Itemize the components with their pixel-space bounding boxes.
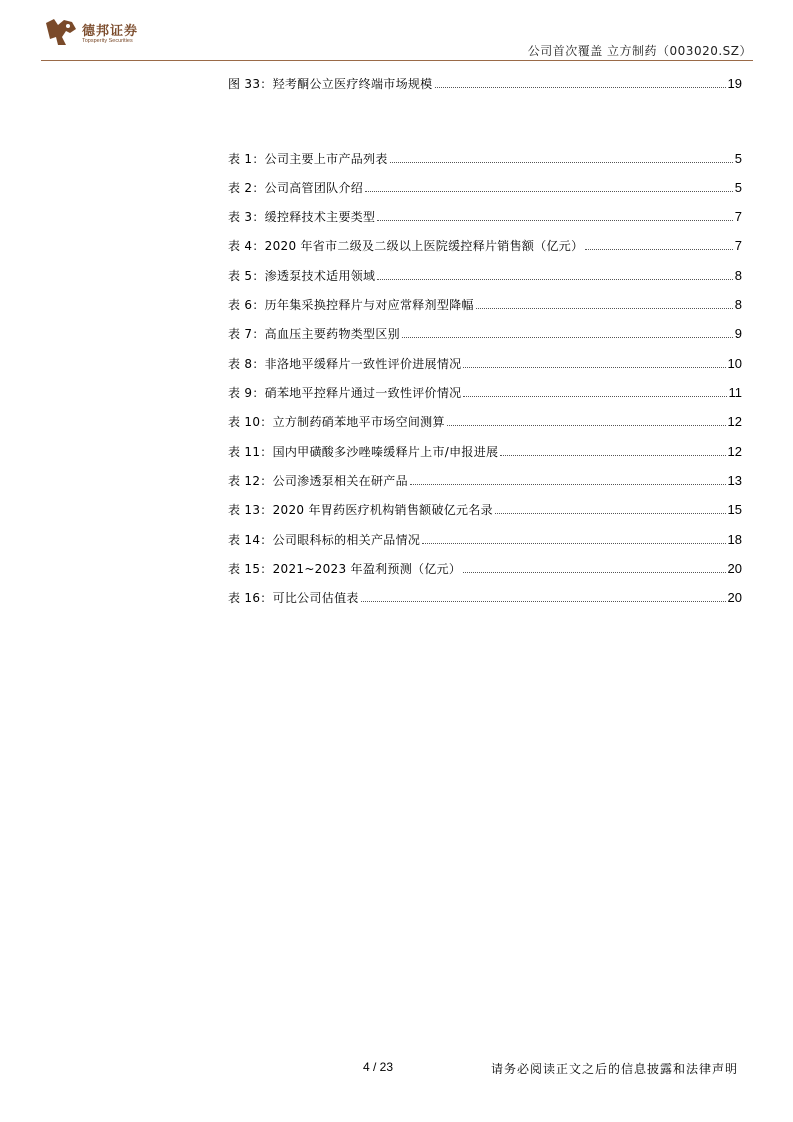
toc-leader-dots xyxy=(585,248,732,250)
toc-leader-dots xyxy=(476,307,733,309)
report-title: 公司首次覆盖 立方制药（003020.SZ） xyxy=(527,44,752,58)
brand-name-en: Topsperity Securities xyxy=(82,38,133,44)
toc-entry-table-3[interactable] xyxy=(228,206,742,224)
toc-leader-dots xyxy=(410,483,726,485)
toc-entry-page: 19 xyxy=(727,76,742,91)
toc-entry-label: 表 11：国内甲磺酸多沙唑嗪缓释片上市/申报进展 xyxy=(228,445,499,459)
toc-entry-page: 11 xyxy=(728,385,742,400)
toc-entry-label: 表 15：2021~2023 年盈利预测（亿元） xyxy=(228,562,462,576)
toc-entry-label: 表 5：渗透泵技术适用领域 xyxy=(228,269,376,283)
toc-leader-dots xyxy=(390,161,733,163)
toc-entry-label: 表 2：公司高管团队介绍 xyxy=(228,181,364,195)
toc-entry-page: 7 xyxy=(734,238,742,253)
toc-entry-page: 20 xyxy=(727,561,742,576)
toc-leader-dots xyxy=(495,512,726,514)
toc-leader-dots xyxy=(500,454,725,456)
toc-entry-page: 18 xyxy=(727,532,742,547)
toc-entry-label: 表 16：可比公司估值表 xyxy=(228,591,359,605)
toc-entry-page: 20 xyxy=(727,590,742,605)
header-divider xyxy=(41,60,753,61)
toc-entry-page: 9 xyxy=(734,326,742,341)
page-header xyxy=(0,0,793,62)
toc-leader-dots xyxy=(365,190,733,192)
toc-entry-page: 13 xyxy=(727,473,742,488)
toc-entry-table-5[interactable] xyxy=(228,265,742,283)
toc-leader-dots xyxy=(402,336,733,338)
toc-entry-page: 8 xyxy=(734,268,742,283)
toc-entry-label: 表 7：高血压主要药物类型区别 xyxy=(228,327,400,341)
company-logo-icon xyxy=(44,17,78,47)
toc-entry-table-6[interactable] xyxy=(228,294,742,312)
toc-leader-dots xyxy=(435,86,726,88)
toc-leader-dots xyxy=(422,542,725,544)
toc-entry-figure-33[interactable] xyxy=(228,73,742,91)
toc-entry-page: 7 xyxy=(734,209,742,224)
toc-leader-dots xyxy=(463,571,725,573)
brand-name-cn: 德邦证券 xyxy=(82,24,139,39)
toc-entry-label: 表 4：2020 年省市二级及二级以上医院缓控释片销售额（亿元） xyxy=(228,239,584,253)
toc-entry-page: 12 xyxy=(727,444,742,459)
toc-entry-page: 15 xyxy=(727,502,742,517)
toc-entry-table-12[interactable] xyxy=(228,470,742,488)
toc-entry-table-4[interactable] xyxy=(228,235,742,253)
toc-entry-page: 5 xyxy=(734,151,742,166)
toc-entry-page: 5 xyxy=(734,180,742,195)
toc-leader-dots xyxy=(463,395,726,397)
toc-entry-table-11[interactable] xyxy=(228,441,742,459)
toc-entry-table-15[interactable] xyxy=(228,558,742,576)
toc-entry-page: 12 xyxy=(727,414,742,429)
toc-leader-dots xyxy=(377,278,732,280)
toc-entry-table-8[interactable] xyxy=(228,353,742,371)
toc-entry-table-16[interactable] xyxy=(228,587,742,605)
toc-entry-label: 表 14：公司眼科标的相关产品情况 xyxy=(228,533,421,547)
toc-entry-label: 图 33：羟考酮公立医疗终端市场规模 xyxy=(228,77,433,91)
toc-entry-label: 表 3：缓控释技术主要类型 xyxy=(228,210,376,224)
toc-entry-label: 表 1：公司主要上市产品列表 xyxy=(228,152,388,166)
toc-entry-label: 表 13：2020 年胃药医疗机构销售额破亿元名录 xyxy=(228,503,493,517)
toc-entry-label: 表 12：公司渗透泵相关在研产品 xyxy=(228,474,408,488)
toc-entry-page: 10 xyxy=(727,356,742,371)
toc-entry-label: 表 8：非洛地平缓释片一致性评价进展情况 xyxy=(228,357,462,371)
toc-entry-label: 表 9：硝苯地平控释片通过一致性评价情况 xyxy=(228,386,462,400)
toc-entry-table-13[interactable] xyxy=(228,499,742,517)
toc-entry-table-9[interactable] xyxy=(228,382,742,400)
legal-disclaimer: 请务必阅读正文之后的信息披露和法律声明 xyxy=(490,1062,738,1076)
toc-leader-dots xyxy=(377,219,732,221)
toc-leader-dots xyxy=(447,424,726,426)
toc-entry-label: 表 10：立方制药硝苯地平市场空间测算 xyxy=(228,415,445,429)
toc-entry-table-7[interactable] xyxy=(228,323,742,341)
toc-entry-table-1[interactable] xyxy=(228,148,742,166)
toc-entry-label: 表 6：历年集采换控释片与对应常释剂型降幅 xyxy=(228,298,474,312)
page-number: 4 / 23 xyxy=(363,1060,394,1074)
toc-entry-table-2[interactable] xyxy=(228,177,742,195)
toc-entry-table-10[interactable] xyxy=(228,411,742,429)
toc-leader-dots xyxy=(463,366,725,368)
toc-leader-dots xyxy=(361,600,726,602)
toc-entry-page: 8 xyxy=(734,297,742,312)
toc-entry-table-14[interactable] xyxy=(228,529,742,547)
